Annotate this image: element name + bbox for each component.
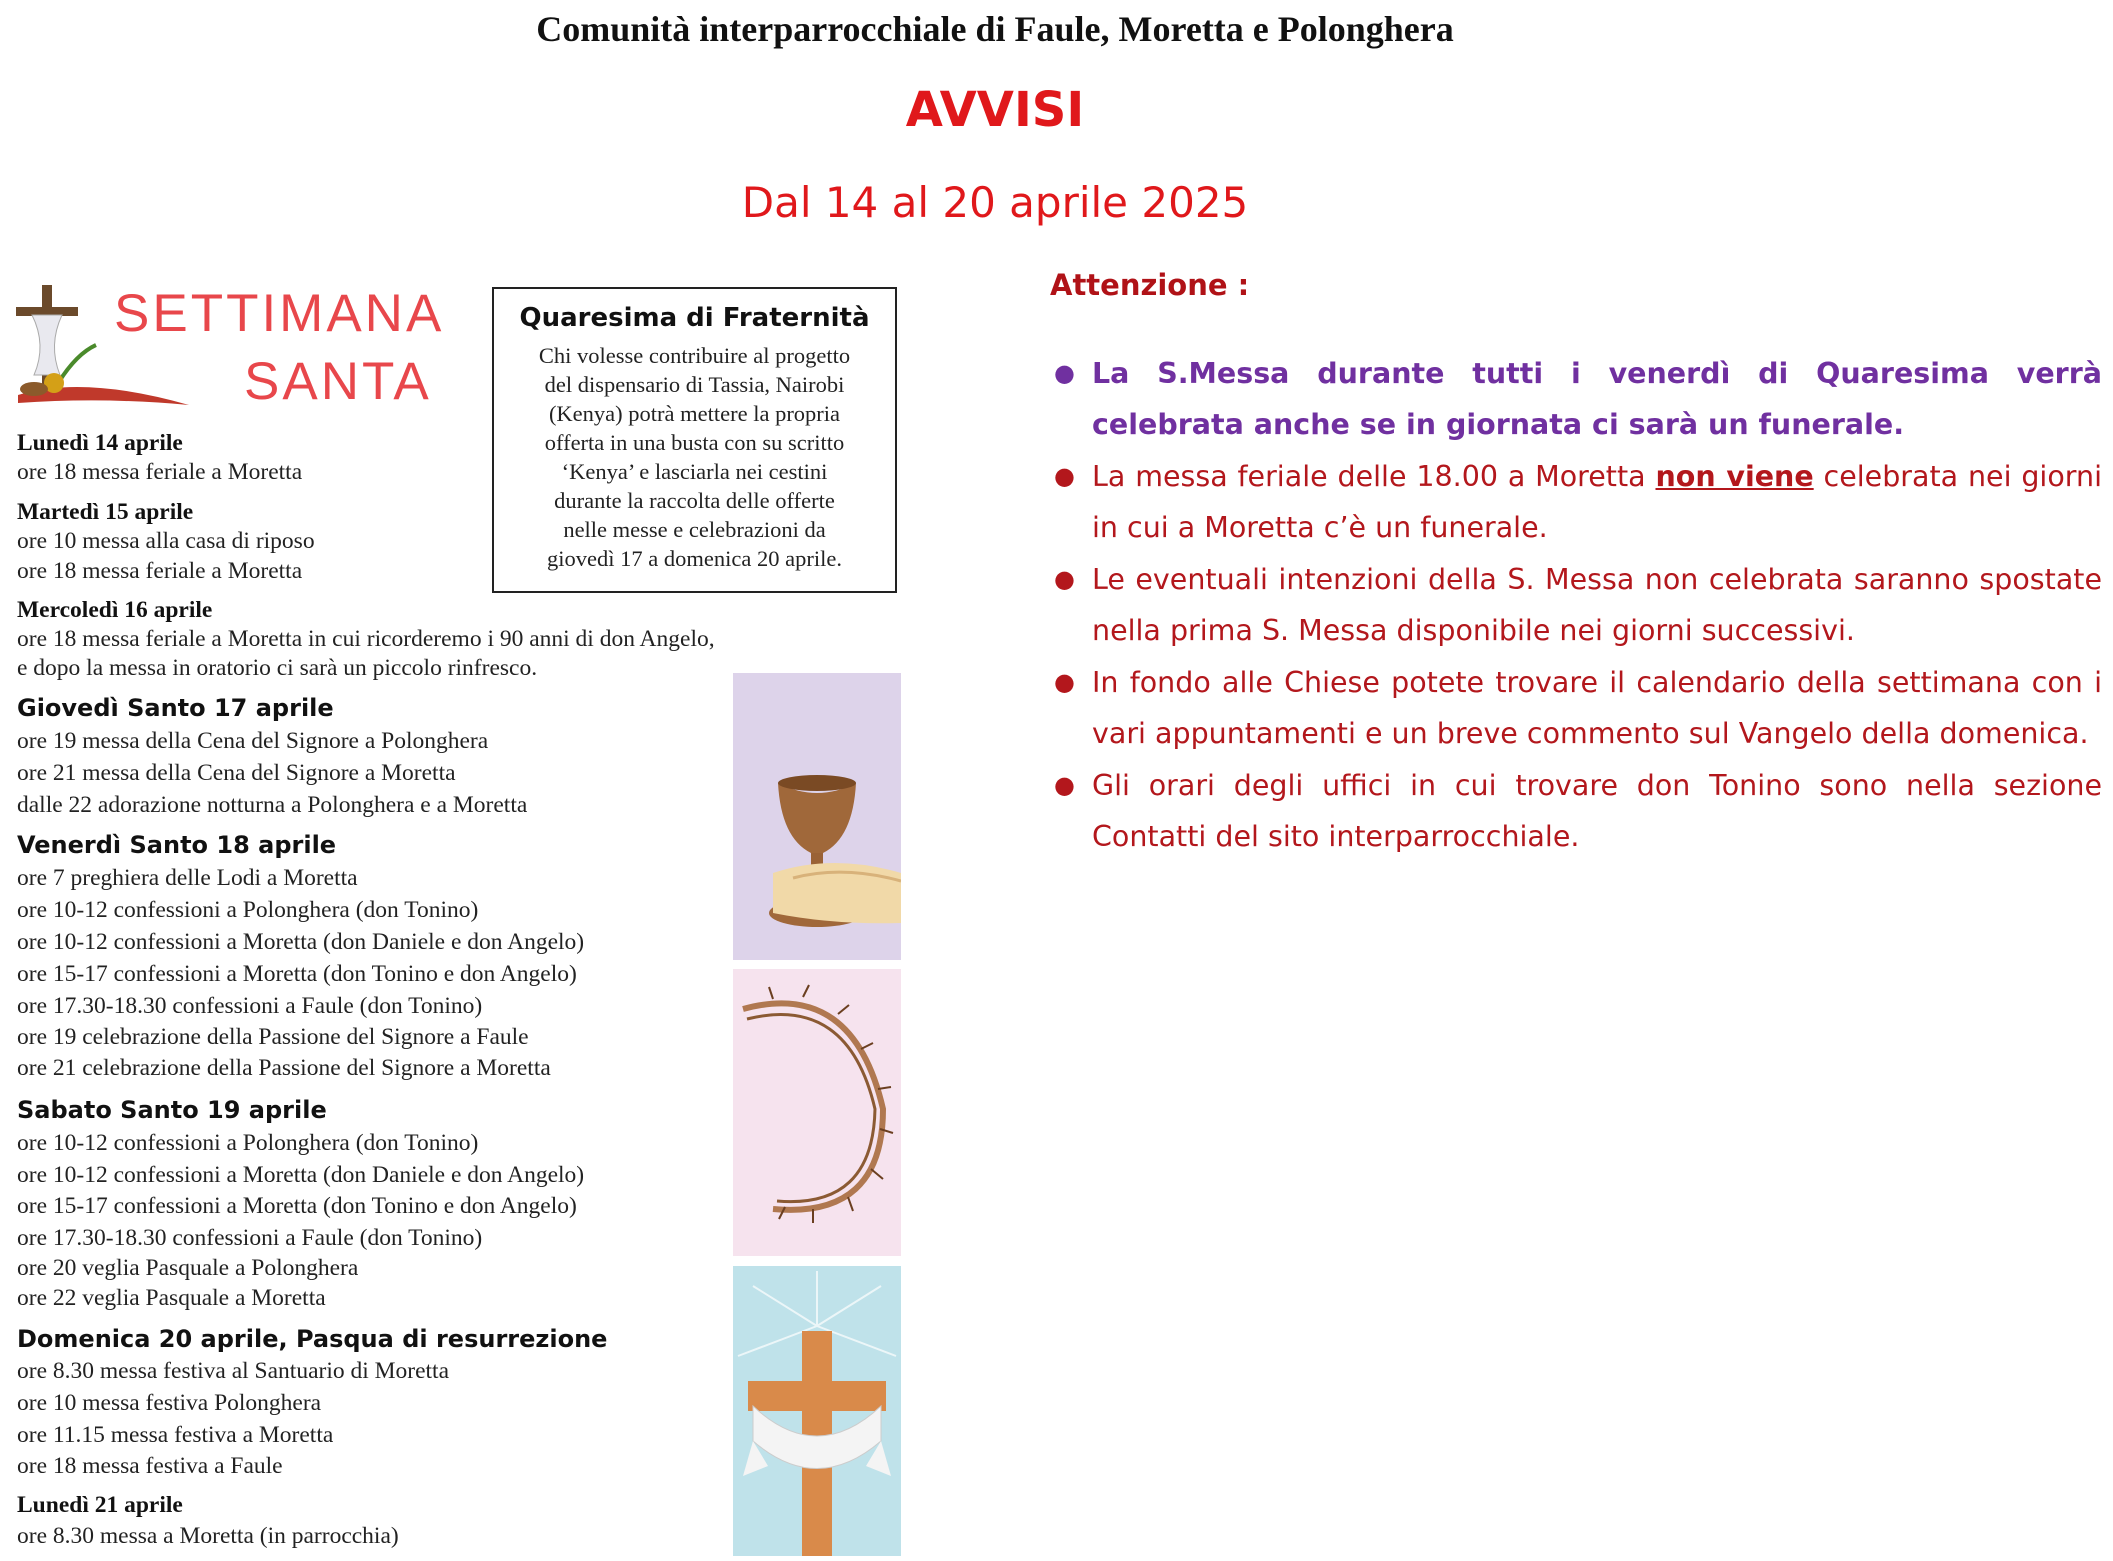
quaresima-text xyxy=(510,341,879,573)
notice-item xyxy=(1050,657,2102,759)
schedule-item: ore 18 messa feriale a Moretta in cui ricorderemo i 90 anni di don Angelo, xyxy=(17,626,715,652)
bullet-icon: ● xyxy=(1054,462,1075,490)
quaresima-line: Chi volesse contribuire al progetto xyxy=(538,343,851,368)
schedule-item: ore 10 messa alla casa di riposo xyxy=(17,528,315,554)
logo-line-1: SETTIMANA xyxy=(114,284,445,343)
quaresima-line: offerta in una busta con su scritto xyxy=(544,430,845,455)
schedule-item: ore 18 messa festiva a Faule xyxy=(17,1453,283,1479)
settimana-santa-logo xyxy=(14,285,454,415)
notice-text: celebrata nei giorni in cui a Moretta c’è un funerale. xyxy=(1092,460,2102,544)
quaresima-line: giovedì 17 a domenica 20 aprile. xyxy=(547,546,842,571)
bullet-icon: ● xyxy=(1054,565,1075,593)
day-heading: Domenica 20 aprile, Pasqua di resurrezione xyxy=(17,1325,608,1353)
notice-item xyxy=(1050,451,2102,553)
bullet-icon: ● xyxy=(1054,771,1075,799)
schedule-item: ore 18 messa feriale a Moretta xyxy=(17,558,303,584)
schedule-item: ore 10-12 confessioni a Moretta (don Daniele e don Angelo) xyxy=(17,1162,585,1188)
notices-list xyxy=(1050,348,2102,863)
schedule-item: ore 8.30 messa festiva al Santuario di Moretta xyxy=(17,1358,450,1384)
schedule-item: ore 19 celebrazione della Passione del Signore a Faule xyxy=(17,1024,529,1050)
notice-item xyxy=(1050,760,2102,862)
cross-cloth-icon xyxy=(733,1266,901,1556)
bullet-icon: ● xyxy=(1054,668,1075,696)
day-heading: Martedì 15 aprile xyxy=(17,499,194,525)
bullet-icon: ● xyxy=(1054,359,1075,387)
schedule-item: e dopo la messa in oratorio ci sarà un piccolo rinfresco. xyxy=(17,655,538,681)
notice-item xyxy=(1050,348,2102,450)
notice-emphasis: non viene xyxy=(1655,460,1814,493)
crown-of-thorns-icon xyxy=(733,969,901,1256)
schedule-item: dalle 22 adorazione notturna a Polonghera e a Moretta xyxy=(17,792,528,818)
day-heading: Mercoledì 16 aprile xyxy=(17,597,213,623)
schedule-item: ore 10-12 confessioni a Polonghera (don Tonino) xyxy=(17,1130,479,1156)
schedule-item: ore 18 messa feriale a Moretta xyxy=(17,459,303,485)
page-title: AVVISI xyxy=(905,82,1085,138)
date-range: Dal 14 al 20 aprile 2025 xyxy=(741,178,1249,227)
day-heading: Giovedì Santo 17 aprile xyxy=(17,694,334,722)
quaresima-box xyxy=(492,287,897,593)
schedule-item: ore 10-12 confessioni a Moretta (don Daniele e don Angelo) xyxy=(17,929,585,955)
notice-item xyxy=(1050,554,2102,656)
day-heading: Lunedì 21 aprile xyxy=(17,1492,183,1518)
schedule-item: ore 21 messa della Cena del Signore a Moretta xyxy=(17,760,456,786)
schedule-item: ore 15-17 confessioni a Moretta (don Tonino e don Angelo) xyxy=(17,1193,577,1219)
schedule-item: ore 20 veglia Pasquale a Polonghera xyxy=(17,1255,359,1281)
schedule-item: ore 15-17 confessioni a Moretta (don Tonino e don Angelo) xyxy=(17,961,577,987)
notice-text: Le eventuali intenzioni della S. Messa non celebrata saranno spostate nella prima S. Messa disponibile nei giorni successivi. xyxy=(1092,563,2102,647)
quaresima-title: Quaresima di Fraternità xyxy=(519,303,870,333)
quaresima-line: del dispensario di Tassia, Nairobi xyxy=(544,372,845,397)
cross-panel xyxy=(733,1266,901,1556)
chalice-bread-icon xyxy=(733,673,901,960)
schedule-item: ore 11.15 messa festiva a Moretta xyxy=(17,1422,334,1448)
quaresima-line: nelle messe e celebrazioni da xyxy=(563,517,826,542)
schedule-item: ore 7 preghiera delle Lodi a Moretta xyxy=(17,865,358,891)
schedule-item: ore 17.30-18.30 confessioni a Faule (don Tonino) xyxy=(17,993,483,1019)
notice-text: In fondo alle Chiese potete trovare il calendario della settimana con i vari appuntamenti e un breve commento sul Vangelo della domenica. xyxy=(1092,666,2102,750)
schedule-item: ore 8.30 messa a Moretta (in parrocchia) xyxy=(17,1523,399,1549)
schedule-item: ore 10 messa festiva Polonghera xyxy=(17,1390,322,1416)
attention-heading: Attenzione : xyxy=(1050,268,1250,302)
day-heading: Lunedì 14 aprile xyxy=(17,430,183,456)
quaresima-line: ‘Kenya’ e lasciarla nei cestini xyxy=(561,459,828,484)
community-title: Comunità interparrocchiale di Faule, Moretta e Polonghera xyxy=(536,9,1454,49)
notice-text: La messa feriale delle 18.00 a Moretta xyxy=(1092,460,1656,493)
chalice-panel xyxy=(733,673,901,960)
quaresima-line: (Kenya) potrà mettere la propria xyxy=(548,401,841,426)
day-heading: Sabato Santo 19 aprile xyxy=(17,1096,327,1124)
notice-text: La S.Messa durante tutti i venerdì di Quaresima verrà celebrata anche se in giornata ci sarà un funerale. xyxy=(1092,357,2102,441)
schedule-item: ore 22 veglia Pasquale a Moretta xyxy=(17,1285,326,1311)
quaresima-line: durante la raccolta delle offerte xyxy=(554,488,835,513)
day-heading: Venerdì Santo 18 aprile xyxy=(17,831,337,859)
notice-text: Gli orari degli uffici in cui trovare don Tonino sono nella sezione Contatti del sito interparrocchiale. xyxy=(1092,769,2102,853)
schedule-item: ore 17.30-18.30 confessioni a Faule (don Tonino) xyxy=(17,1225,483,1251)
schedule-item: ore 21 celebrazione della Passione del Signore a Moretta xyxy=(17,1055,551,1081)
schedule-item: ore 10-12 confessioni a Polonghera (don Tonino) xyxy=(17,897,479,923)
schedule-item: ore 19 messa della Cena del Signore a Polonghera xyxy=(17,728,489,754)
logo-line-2: SANTA xyxy=(244,352,432,411)
thorns-panel xyxy=(733,969,901,1256)
